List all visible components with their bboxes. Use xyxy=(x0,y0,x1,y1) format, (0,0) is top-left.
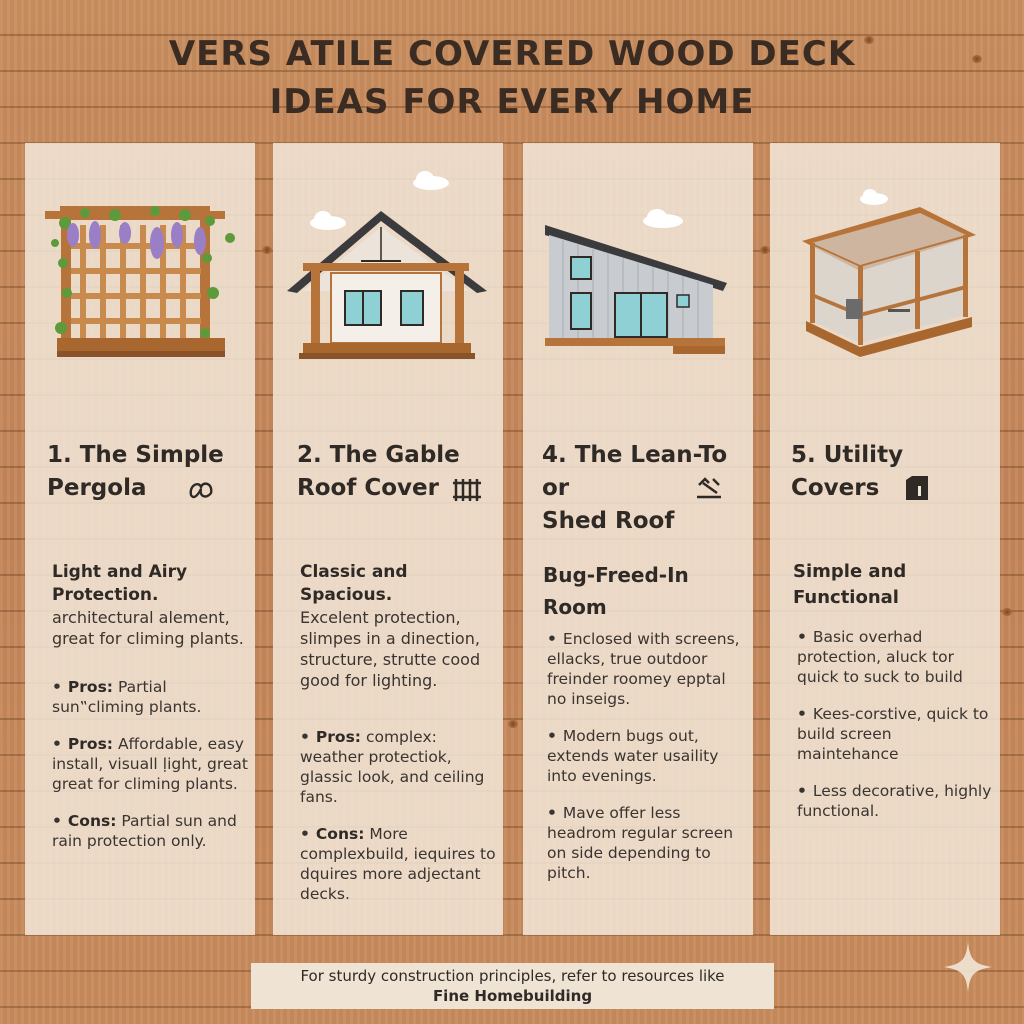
wood-knot xyxy=(508,720,518,728)
bullet-text: Modern bugs out, extends water usaility into evenings. xyxy=(547,727,719,785)
page-title xyxy=(0,30,1024,126)
card-title xyxy=(47,439,247,505)
bullet-label: Cons: xyxy=(67,812,117,830)
bullet-text: complex: weather protectiok, glassic look, and ceiling fans. xyxy=(300,728,485,806)
bullet-label: Pros: xyxy=(67,735,113,753)
card-description: Excelent protection, slimpes in a dinection, structure, strutte cood good for lighting. xyxy=(300,608,481,690)
card-utility xyxy=(770,143,1000,935)
wood-knot xyxy=(760,246,770,254)
lean-to-illustration xyxy=(523,143,753,393)
list-item: • Less decorative, highly functional. xyxy=(797,782,992,820)
bullet-text: Partial sun and rain protection only. xyxy=(52,812,237,850)
card-subtitle xyxy=(300,561,495,691)
card-title-line-1: 5. Utility xyxy=(791,442,904,468)
bullet-label: Cons: xyxy=(315,825,365,843)
footer-text: For sturdy construction principles, refer to resources like xyxy=(300,967,725,985)
leaf-swirl-icon xyxy=(185,475,217,503)
bullet-text: More complexbuild, iequires to dquires more adjectant decks. xyxy=(300,825,496,903)
bullet-text: Partial sun‟climing plants. xyxy=(52,678,202,716)
bullet-text: Enclosed with screens, ellacks, true outdoor freinder roomey epptal no inseigs. xyxy=(547,630,740,708)
card-title-line-1: 1. The Simple xyxy=(47,442,224,468)
title-line-2: IDEAS FOR EVERY HOME xyxy=(269,82,755,122)
footer-resource: Fine Homebuilding xyxy=(432,987,593,1005)
list-item: • Enclosed with screens, ellacks, true outdoor freinder roomey epptal no inseigs. xyxy=(547,630,740,708)
card-title-line-1: 4. The Lean-To or xyxy=(542,442,728,501)
card-bullets xyxy=(547,629,747,900)
railing-icon xyxy=(451,477,483,503)
bullet-text: Mave offer less headrom regular screen on side depending to pitch. xyxy=(547,804,734,882)
card-description: architectural alement, great for climing plants. xyxy=(52,608,244,648)
gable-roof-illustration xyxy=(273,143,503,393)
wood-knot xyxy=(262,246,272,254)
list-item: • Pros: Affordable, easy install, visuall ḷight, great great for climing plants. xyxy=(52,735,249,793)
card-title-line-1: 2. The Gable xyxy=(297,442,460,468)
list-item: • Cons: Partial sun and rain protection only. xyxy=(52,812,237,850)
wood-knot xyxy=(1002,608,1012,616)
list-item: • Mave offer less headrom regular screen on side depending to pitch. xyxy=(547,804,734,882)
card-title xyxy=(791,439,991,505)
card-pergola xyxy=(25,143,255,935)
list-item: • Kees-corstive, quick to build screen maintehance xyxy=(797,705,989,763)
box-icon xyxy=(904,476,930,502)
subtitle-text: Classic and Spacious. xyxy=(300,562,408,605)
list-item: • Cons: More complexbuild, iequires to dquires more adjectant decks. xyxy=(300,825,496,903)
screened-room-illustration xyxy=(770,143,1000,393)
list-item: • Basic overhad protection, aluck tor quick to suck to build xyxy=(797,628,963,686)
bullet-label: Pros: xyxy=(67,678,113,696)
bullet-text: Kees-corstive, quick to build screen maintehance xyxy=(797,705,989,763)
card-lean-to xyxy=(523,143,753,935)
card-bullets xyxy=(300,727,500,921)
bullet-text: Less decorative, highly functional. xyxy=(797,782,992,820)
card-subtitle xyxy=(793,559,988,611)
pergola-illustration xyxy=(25,143,255,393)
hammer-icon xyxy=(693,475,725,503)
list-item: • Pros: Partial sun‟climing plants. xyxy=(52,678,202,716)
bullet-text: Basic overhad protection, aluck tor quick to suck to build xyxy=(797,628,963,686)
title-line-1: VERS ATILE COVERED WOOD DECK xyxy=(168,34,856,74)
card-subtitle xyxy=(543,559,738,623)
card-gable-roof xyxy=(273,143,503,935)
subtitle-text: Light and Airy Protection. xyxy=(52,562,188,605)
bullet-label: Pros: xyxy=(315,728,361,746)
card-title-line-2: Covers xyxy=(791,475,880,501)
card-bullets xyxy=(52,677,252,868)
card-title-line-2: Pergola xyxy=(47,475,147,501)
list-item: • Modern bugs out, extends water usaility into evenings. xyxy=(547,727,719,785)
subtitle-text: Simple and Functional xyxy=(793,561,907,608)
list-item: • Pros: complex: weather protectiok, glassic look, and ceiling fans. xyxy=(300,728,485,806)
card-bullets xyxy=(797,627,997,838)
footer-note xyxy=(251,963,774,1009)
bullet-text: Affordable, easy install, visuall ḷight, great great for climing plants. xyxy=(52,735,249,793)
card-title-line-2: Roof Cover xyxy=(297,475,439,501)
sparkle-icon xyxy=(944,942,992,992)
subtitle-text: Bug-Freed-In Room xyxy=(543,563,689,619)
card-title-line-2: Shed Roof xyxy=(542,508,675,534)
card-subtitle xyxy=(52,561,247,649)
